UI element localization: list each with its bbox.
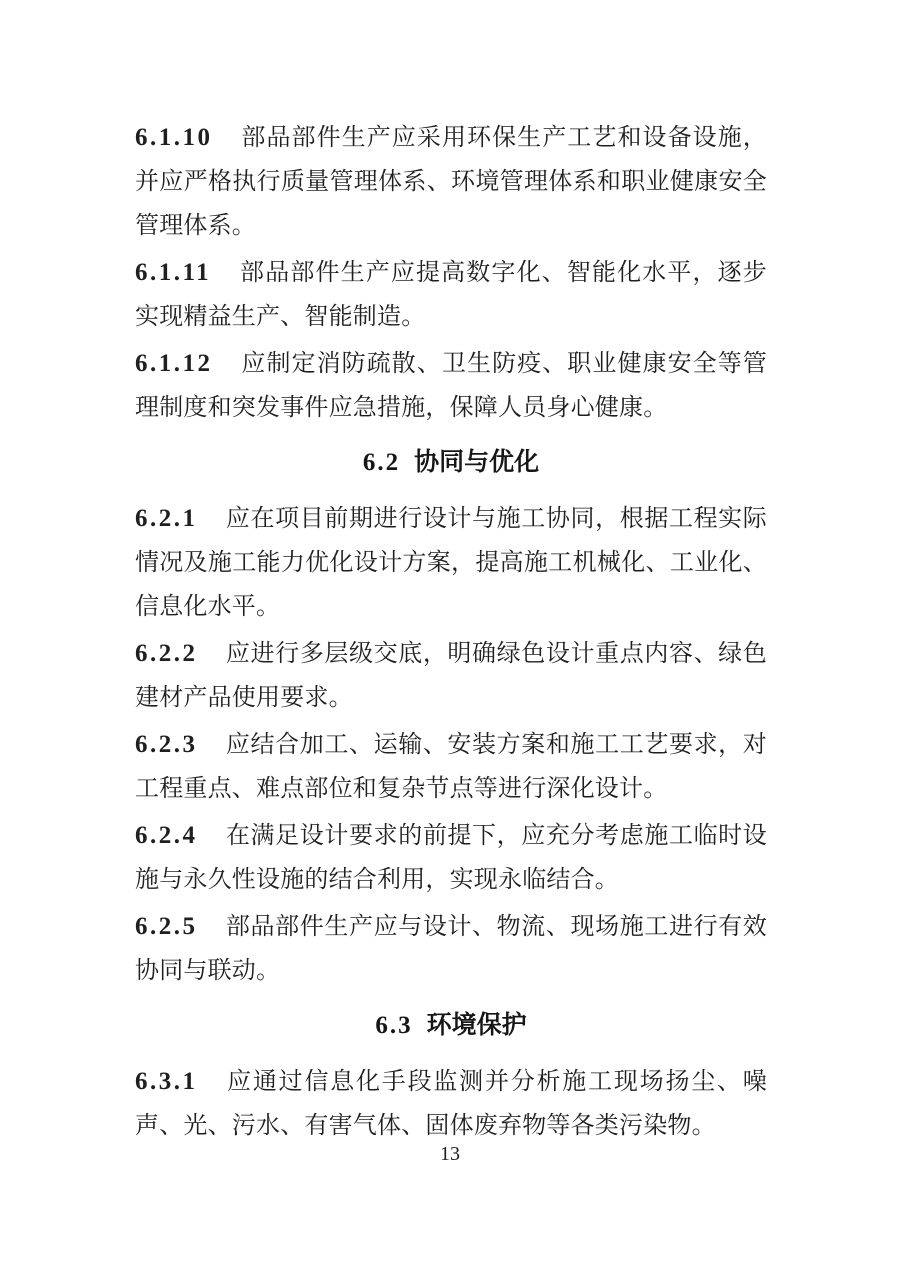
clause-text: 应通过信息化手段监测并分析施工现场扬尘、噪声、光、污水、有害气体、固体废弃物等各类污染物。 (135, 1069, 767, 1139)
clause-text: 应进行多层级交底，明确绿色设计重点内容、绿色建材产品使用要求。 (135, 641, 767, 711)
clause-6-1-12 (135, 342, 767, 430)
clause-number: 6.2.2 (135, 640, 198, 667)
heading-number: 6.3 (375, 1012, 413, 1039)
clause-6-2-4 (135, 814, 767, 902)
clause-6-3-1 (135, 1060, 767, 1148)
clause-6-2-1 (135, 497, 767, 629)
clause-text: 应制定消防疏散、卫生防疫、职业健康安全等管理制度和突发事件应急措施，保障人员身心健康。 (135, 351, 767, 421)
clause-number: 6.1.12 (135, 350, 213, 377)
page-number: 13 (440, 1143, 460, 1165)
clause-6-1-11 (135, 251, 767, 339)
clause-number: 6.1.10 (135, 124, 213, 151)
heading-title: 环境保护 (426, 1011, 527, 1039)
heading-number: 6.2 (362, 449, 401, 476)
clause-number: 6.2.4 (135, 822, 198, 849)
clause-6-2-2 (135, 632, 767, 720)
clause-6-2-3 (135, 723, 767, 811)
clause-number: 6.3.1 (135, 1068, 198, 1095)
clause-number: 6.1.11 (135, 259, 212, 286)
clause-6-1-10 (135, 116, 767, 248)
clause-text: 在满足设计要求的前提下，应充分考虑施工临时设施与永久性设施的结合利用，实现永临结合。 (135, 823, 767, 893)
clause-text: 部品部件生产应采用环保生产工艺和设备设施，并应严格执行质量管理体系、环境管理体系和职业健康安全管理体系。 (135, 125, 767, 239)
clause-number: 6.2.5 (135, 913, 198, 940)
clause-text: 应在项目前期进行设计与施工协同，根据工程实际情况及施工能力优化设计方案，提高施工机械化、工业化、信息化水平。 (135, 506, 767, 620)
page-content (135, 116, 767, 1151)
clause-text: 应结合加工、运输、安装方案和施工工艺要求，对工程重点、难点部位和复杂节点等进行深化设计。 (135, 732, 767, 802)
clause-number: 6.2.1 (135, 505, 198, 532)
section-heading-6-3 (135, 1003, 767, 1048)
heading-title: 协同与优化 (414, 448, 540, 476)
section-heading-6-2 (135, 440, 767, 485)
clause-number: 6.2.3 (135, 731, 198, 758)
clause-text: 部品部件生产应与设计、物流、现场施工进行有效协同与联动。 (135, 914, 767, 984)
clause-text: 部品部件生产应提高数字化、智能化水平，逐步实现精益生产、智能制造。 (135, 260, 767, 330)
clause-6-2-5 (135, 905, 767, 993)
